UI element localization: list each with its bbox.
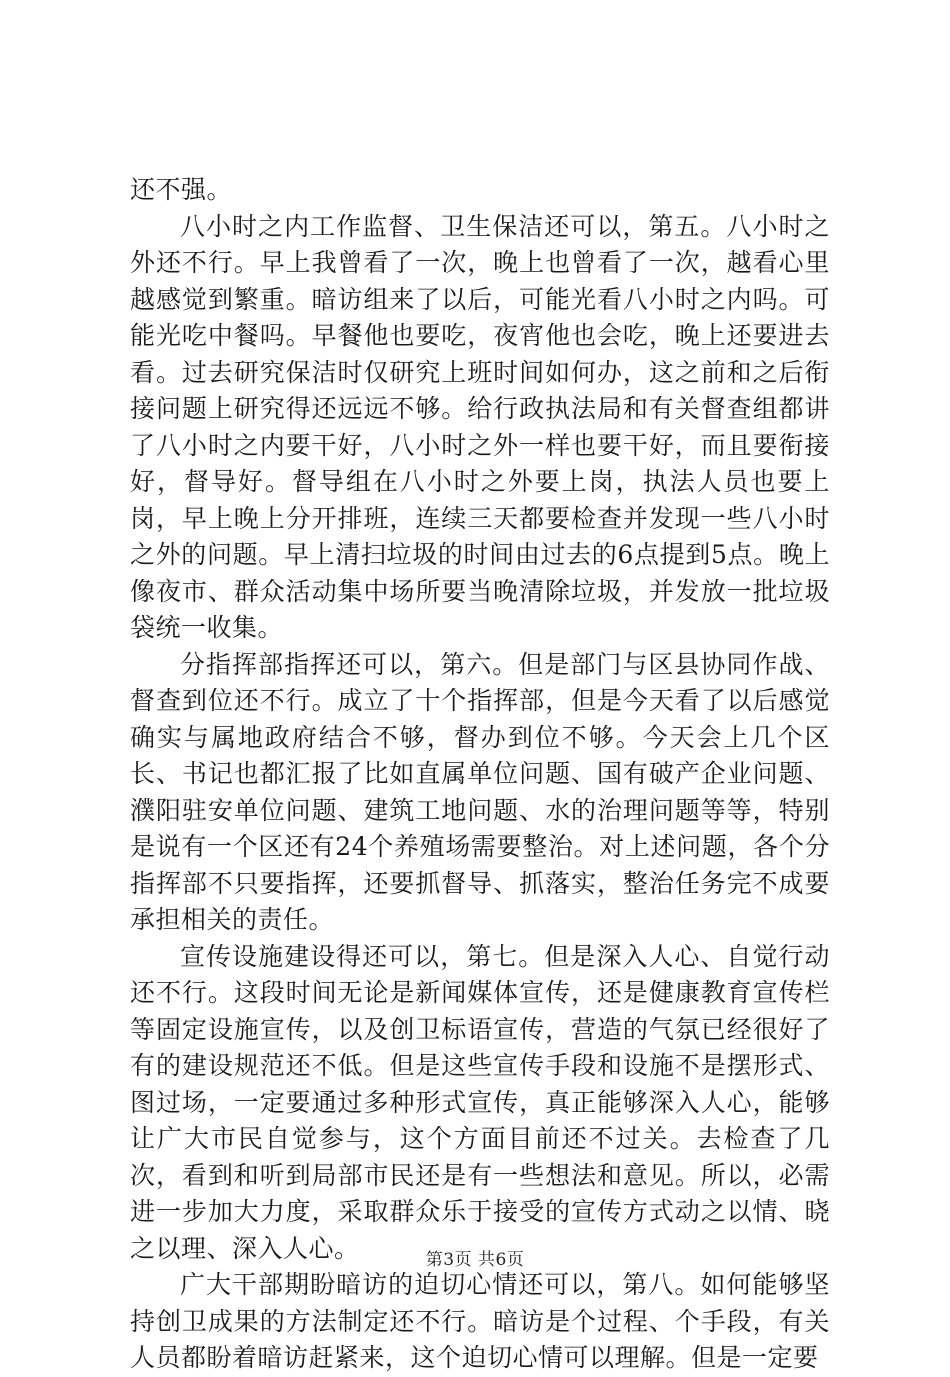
paragraph-fifth-point: 八小时之内工作监督、卫生保洁还可以，第五。八小时之外还不行。早上我曾看了一次，晚上也曾看了一次，越看心里越感觉到繁重。暗访组来了以后，可能光看八小时之内吗。可能光吃中餐吗。早餐他也要吃，夜宵他也会吃，晚上还要进去看。过去研究保洁时仅研究上班时间如何办，这之前和之后衔接问题上研究得还远远不够。给行政执法局和有关督查组都讲了八小时之内要干好，八小时之外一样也要干好，而且要衔接好，督导好。督导组在八小时之外要上岗，执法人员也要上岗，早上晚上分开排班，连续三天都要检查并发现一些八小时之外的问题。早上清扫垃圾的时间由过去的6点提到5点。晚上像夜市、群众活动集中场所要当晚清除垃圾，并发放一批垃圾袋统一收集。 <box>130 211 830 642</box>
paragraph-seventh-point: 宣传设施建设得还可以，第七。但是深入人心、自觉行动还不行。这段时间无论是新闻媒体宣传，还是健康教育宣传栏等固定设施宣传，以及创卫标语宣传，营造的气氛已经很好了有的建设规范还不低。但是这些宣传手段和设施不是摆形式、图过场，一定要通过多种形式宣传，真正能够深入人心，能够让广大市民自觉参与，这个方面目前还不过关。去检查了几次，看到和听到局部市民还是有一些想法和意见。所以，必需进一步加大力度，采取群众乐于接受的宣传方式动之以情、晓之以理、深入人心。 <box>130 941 830 1263</box>
paragraph-eighth-point: 广大干部期盼暗访的迫切心情还可以，第八。如何能够坚持创卫成果的方法制定还不行。暗访是个过程、个手段，有关人员都盼着暗访赶紧来，这个迫切心情可以理解。但是一定要 <box>130 1270 830 1372</box>
page-number-footer: 第3页 共6页 <box>425 1250 525 1270</box>
paragraph-continuation: 还不强。 <box>130 175 233 204</box>
paragraph-sixth-point: 分指挥部指挥还可以，第六。但是部门与区县协同作战、督查到位还不行。成立了十个指挥部，但是今天看了以后感觉确实与属地政府结合不够，督办到位不够。今天会上几个区长、书记也都汇报了比如直属单位问题、国有破产企业问题、濮阳驻安单位问题、建筑工地问题、水的治理问题等等，特别是说有一个区还有24个养殖场需要整治。对上述问题，各个分指挥部不只要指挥，还要抓督导、抓落实，整治任务完不成要承担相关的责任。 <box>130 649 830 934</box>
document-body <box>130 172 830 1377</box>
